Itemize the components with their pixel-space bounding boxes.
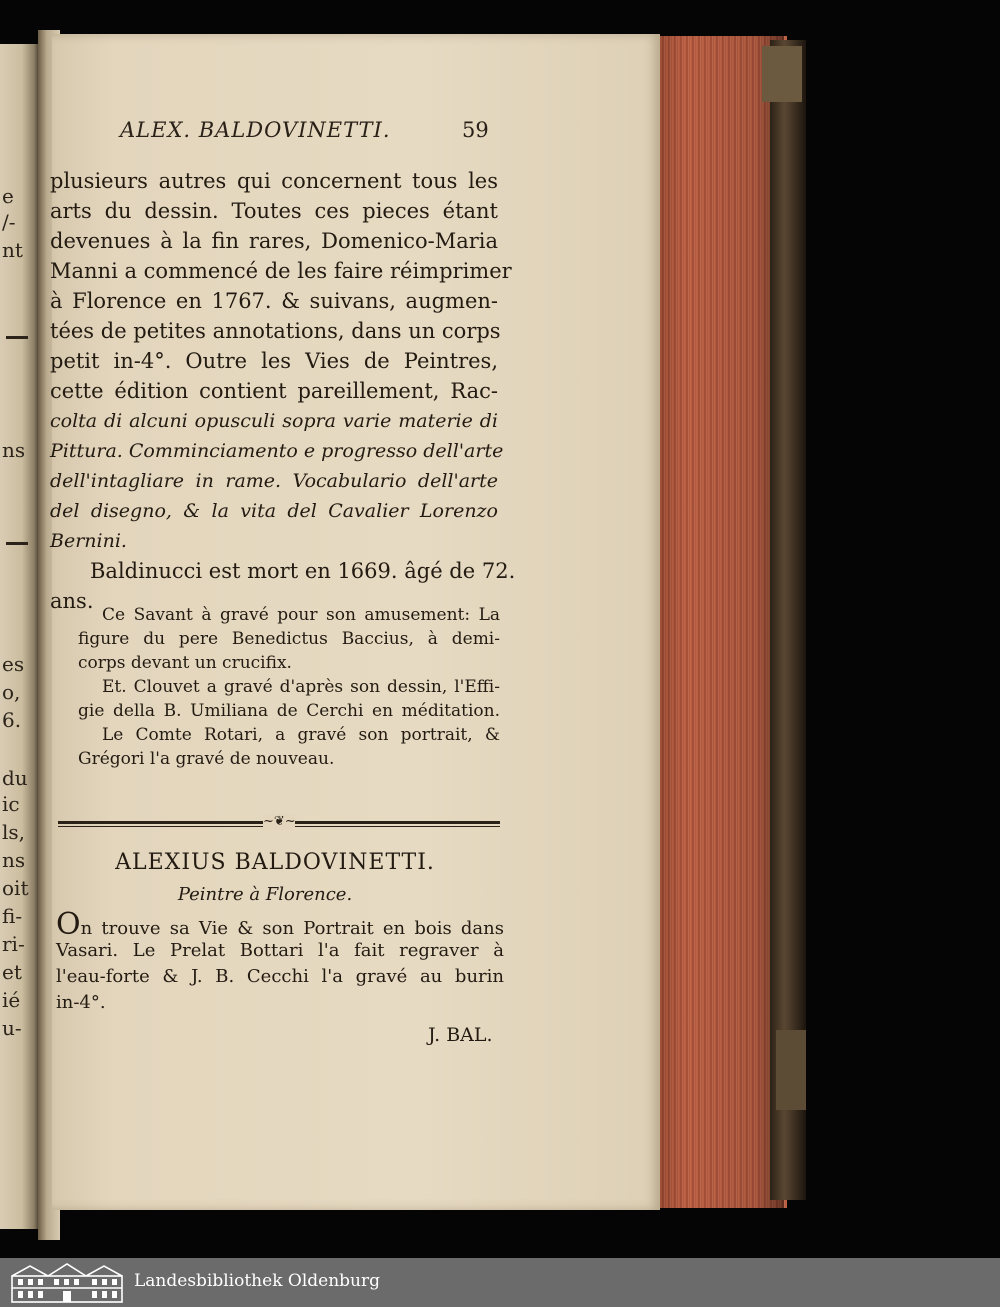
section-text-block <box>56 907 504 1016</box>
text-line: petit in-4°. Outre les Vies de Peintres, <box>50 349 498 373</box>
previous-page-edge <box>0 44 40 1229</box>
section-line-text: n trouve sa Vie & son Portrait en bois dans <box>80 918 504 939</box>
left-page-fragment: et <box>2 960 22 984</box>
running-title: ALEX. BALDOVINETTI. <box>120 118 391 142</box>
left-page-mark <box>6 336 28 339</box>
text-line: Pittura. Comminciamento e progresso dell'arte <box>50 440 504 462</box>
text-line: del disegno, & la vita del Cavalier Lorenzo <box>50 500 498 522</box>
section-heading: ALEXIUS BALDOVINETTI. <box>115 850 435 875</box>
left-page-fragment: ls, <box>2 820 26 844</box>
section-divider-rule <box>58 814 500 829</box>
left-page-mark <box>6 542 28 545</box>
note-line: Le Comte Rotari, a gravé son portrait, & <box>102 725 500 745</box>
text-line: Manni a commencé de les faire réimprimer <box>50 259 512 283</box>
engravings-note-block <box>78 603 500 771</box>
page-number: 59 <box>462 118 489 142</box>
section-line: l'eau-forte & J. B. Cecchi l'a gravé au burin <box>56 966 504 987</box>
fore-edge-shadow <box>644 36 784 1208</box>
note-line: gie della B. Umiliana de Cerchi en méditation. <box>78 701 500 721</box>
running-head <box>120 118 500 148</box>
cover-wear-patch <box>776 1030 806 1110</box>
text-line: Bernini. <box>50 530 127 552</box>
note-line: Grégori l'a gravé de nouveau. <box>78 749 335 769</box>
catchword: J. BAL. <box>428 1024 493 1046</box>
footer-bar <box>0 1258 1000 1307</box>
text-line: tées de petites annotations, dans un corps <box>50 319 501 343</box>
text-line: plusieurs autres qui concernent tous les <box>50 169 498 193</box>
left-page-fragment: ns <box>2 848 26 872</box>
text-line: à Florence en 1767. & suivans, augmen- <box>50 289 498 313</box>
section-line: Vasari. Le Prelat Bottari l'a fait regraver à <box>56 940 504 961</box>
main-text-block <box>50 166 516 616</box>
book-cover-edge <box>770 40 806 1200</box>
note-line: figure du pere Benedictus Baccius, à demi- <box>78 629 500 649</box>
text-line: cette édition contient pareillement, Rac- <box>50 379 498 403</box>
left-page-fragment: ri- <box>2 932 25 956</box>
left-page-fragment: 6. <box>2 708 22 732</box>
left-page-fragment: fi- <box>2 904 23 928</box>
note-line: Ce Savant à gravé pour son amusement: La <box>102 605 500 625</box>
left-page-fragment: ié <box>2 988 21 1012</box>
left-page-fragment: u- <box>2 1016 22 1040</box>
left-page-fragment: o, <box>2 680 21 704</box>
text-line: dell'intagliare in rame. Vocabulario dell'arte <box>50 470 498 492</box>
left-page-fragment: /- <box>2 210 16 234</box>
text-line: arts du dessin. Toutes ces pieces étant <box>50 199 498 223</box>
cover-wear-patch <box>762 46 802 102</box>
note-line: Et. Clouvet a gravé d'après son dessin, l'Effi- <box>102 677 500 697</box>
text-line: Baldinucci est mort en 1669. âgé de 72. <box>90 559 516 583</box>
left-page-fragment: e <box>2 184 14 208</box>
section-subheading: Peintre à Florence. <box>177 884 353 905</box>
left-page-fragment: oit <box>2 876 29 900</box>
section-line: in-4°. <box>56 992 106 1013</box>
left-page-fragment: es <box>2 652 25 676</box>
text-line: colta di alcuni opusculi sopra varie materie di <box>50 410 498 432</box>
text-line: ans. <box>50 589 94 613</box>
drop-capital: O <box>56 907 81 942</box>
left-page-fragment: ic <box>2 792 20 816</box>
library-building-icon <box>8 1262 126 1304</box>
left-page-fragment: ns <box>2 438 26 462</box>
left-page-fragment: du <box>2 766 28 790</box>
section-line <box>56 907 504 942</box>
note-line: corps devant un crucifix. <box>78 653 292 673</box>
text-line: devenues à la fin rares, Domenico-Maria <box>50 229 498 253</box>
divider-ornament: ~❦~ <box>263 814 296 829</box>
library-name: Landesbibliothek Oldenburg <box>134 1271 381 1291</box>
left-page-fragment: nt <box>2 238 23 262</box>
